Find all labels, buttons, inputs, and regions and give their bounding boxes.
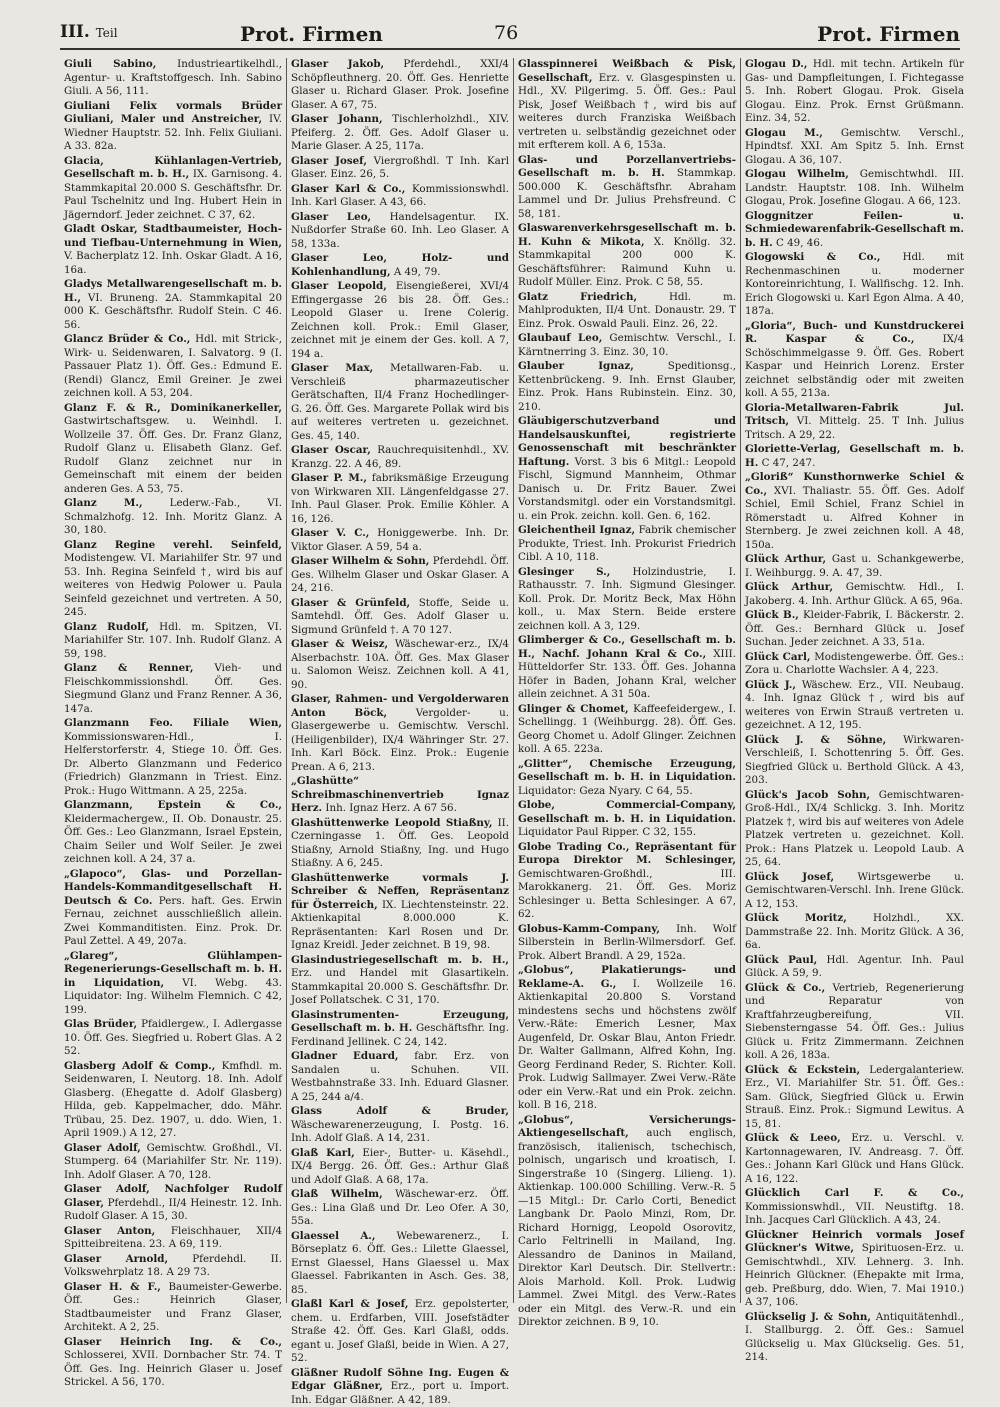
directory-entry [745, 954, 964, 981]
firm-name: Glaß Karl, [291, 1147, 355, 1159]
firm-name: Glaser & Weisz, [291, 638, 388, 650]
directory-entry [518, 566, 736, 634]
firm-details: Schlosserei, XVII. Dornbacher Str. 74. T Öff. Ges. Ing. Heinrich Glaser u. Josef Strickel. A 56, 170. [64, 1349, 282, 1388]
directory-entry [291, 872, 509, 953]
directory-entry [518, 799, 736, 840]
column-2 [287, 58, 514, 1303]
firm-name: Glanzmann Feo. Filiale Wien, [64, 717, 282, 729]
directory-entry [64, 1060, 282, 1141]
directory-entry [745, 982, 964, 1063]
firm-name: Glaser Johann, [291, 113, 383, 125]
firm-details: VI. Mittelg. 25. T Inh. Julius Tritsch. A 29, 22. [745, 415, 964, 441]
firm-details: fabriksmäßige Erzeugung von Wirkwaren XII. Längenfeldgasse 27. Inh. Paul Glaser. Prok. Emilie Köhler. A 16, 126. [291, 472, 509, 525]
firm-details: Baumeister-Gewerbe. Öff. Ges.: Heinrich Glaser, Stadtbaumeister und Franz Glaser, Architekt. A 2, 25. [64, 1281, 282, 1334]
firm-details: Liquidator: Geza Nyary. C 64, 55. [518, 785, 693, 797]
directory-entry [518, 964, 736, 1113]
firm-name: Glück Paul, [745, 954, 817, 966]
firm-name: Glanz Rudolf, [64, 621, 149, 633]
header-title-left: Prot. Firmen [240, 22, 383, 46]
directory-entry [64, 1336, 282, 1390]
page-header [60, 22, 960, 50]
firm-details: Erz. und Handel mit Glasartikeln. Stammkapital 20.000 S. Geschäftsfhr. Dr. Josef Pollatschek. C 31, 170. [291, 967, 509, 1006]
part-number: III. [60, 22, 90, 42]
firm-name: Glaser Max, [291, 362, 373, 374]
firm-details: Modistengew. VI. Mariahilfer Str. 97 und 53. Inh. Regina Seinfeld †, wird bis auf weiteres von Hedwig Polower u. Paula Seinfeld gezeichnet und vertreten. A 50, 245. [64, 552, 282, 618]
directory-entry [291, 472, 509, 526]
directory-entry [291, 280, 509, 361]
directory-entry [745, 471, 964, 552]
firm-name: Glaß Wilhelm, [291, 1188, 383, 1200]
firm-details: I. Wollzeile 16. Aktienkapital 20.800 S. Vorstand mindestens sechs und höchstens zwölf Verw.-Räte: Emerich Lesner, Max Augenfeld, Dr. Oskar Blau, Anton Friedr. Dr. Walter Gallmann, Alfred Kohn, Ing. Georg Ferdinand Reder, S. Richter. Koll. Prok. Ludwig Sallmayer. Zwei Verw.-Räte oder ein Verw.-Rat und ein Prok. zeichn. koll. B 16, 218. [518, 978, 736, 1112]
firm-name: Glaessel A., [291, 1230, 375, 1242]
firm-details: Kommissionswaren-Hdl., I. Helferstorferstr. 4, Stiege 10. Öff. Ges. Dr. Alberto Glanzmann und Federico (Friedrich) Glanzmann in Triest. Einz. Prok.: Hugo Wittmann. A 25, 225a. [64, 731, 282, 797]
directory-entry [745, 1229, 964, 1310]
firm-name: Glück & Leeo, [745, 1132, 841, 1144]
firm-name: Glück & Co., [745, 982, 825, 994]
directory-entry [518, 524, 736, 565]
directory-entry [518, 222, 736, 290]
firm-name: Gloggnitzer Feilen- u. Schmiedewarenfabrik-Gesellschaft m. b. H. [745, 210, 964, 249]
directory-entry [64, 333, 282, 401]
firm-details: Gemischtwaren-Großhdl., III. Marokkanerg. 21. Öff. Ges. Moriz Schlesinger u. Betta Schlesinger. A 67, 62. [518, 868, 736, 921]
directory-entry [64, 1225, 282, 1252]
firm-details: Gast u. Schankgewerbe, I. Weihburgg. 9. A. 47, 39. [745, 553, 964, 579]
firm-details: Stoffe, Seide u. Samtehdl. Öff. Ges. Adolf Glaser u. Sigmund Grünfeld †. A 70 127. [291, 597, 509, 636]
firm-name: Globe Trading Co., Repräsentant für Europa Direktor M. Schlesinger, [518, 841, 736, 867]
firm-name: Glas- und Porzellanvertriebs-Gesellschaft m. b. H. [518, 154, 736, 180]
firm-details: Holzhdl., XX. Dammstraße 22. Inh. Moritz Glück. A 36, 6a. [745, 912, 964, 951]
directory-entry [291, 1147, 509, 1188]
firm-name: Glaser Leopold, [291, 280, 387, 292]
firm-details: Tischlerholzhdl., XIV. Pfeiferg. 2. Öff. Ges. Adolf Glaser u. Marie Glaser. A 25, 117a. [291, 113, 509, 152]
firm-name: Glogowski & Co., [745, 251, 880, 263]
firm-details: Erz. v. Glasgespinsten u. Hdl., XV. Pilgerimg. 5. Öff. Ges.: Paul Pisk, Josef Weißbach †, wird bis auf weiteres durch Franziska Weißbach vertreten u. selbständig gezeichnet oder mit erfterem koll. A 6, 153a. [518, 72, 736, 152]
directory-entry [64, 100, 282, 154]
firm-details: V. Bacherplatz 12. Inh. Oskar Gladt. A 16, 16a. [64, 250, 282, 276]
firm-name: Glaßl Karl & Josef, [291, 1298, 408, 1310]
directory-entry [291, 113, 509, 154]
firm-details: Rauchrequisitenhdl., XV. Kranzg. 22. A 46, 89. [291, 444, 509, 470]
firm-details: Liquidator Paul Ripper. C 32, 155. [518, 826, 696, 838]
directory-entry [291, 444, 509, 471]
part-label [60, 22, 118, 42]
directory-entry [518, 841, 736, 922]
firm-name: Gleichentheil Ignaz, [518, 524, 635, 536]
firm-name: Glashüttenwerke Leopold Stiaßny, [291, 817, 493, 829]
directory-entry [291, 527, 509, 554]
firm-details: auch englisch, französisch, italienisch, tschechisch, polnisch, ungarisch und kroatisch, I. Singerstraße 10 (Singerg. Lilieng. 1). Aktienkap. 100.000 Schilling. Verw.-R. 5—15 Mitgl.: Dr. Carlo Corti, Benedict Langbank Dr. Paolo Minzi, Rom, Dr. Richard Hornigg, Leopold Osorovitz, Carlo Feltrinelli in Mailand, Ing. Alessandro de Daninos in Mailand, Direktor Karl Deutsch. Dir. Stellvertr.: Alois Marhold. Koll. Prok. Ludwig Lammel. Zwei Mitgl. des Verw.-Rates oder ein Mitgl. des Verw.-R. und ein Direktor zeichnen. B 9, 10. [518, 1127, 736, 1328]
firm-name: Glanz Regine verehl. Seinfeld, [64, 539, 282, 551]
firm-name: Glaser H. & F., [64, 1281, 161, 1293]
directory-entry [518, 634, 736, 702]
firm-name: Glück's Jacob Sohn, [745, 789, 870, 801]
firm-details: XVI. Thaliastr. 55. Öff. Ges. Adolf Schiel, Emil Schiel, Franz Schiel in Römerstadt u. Alfred Kohner in Sternberg. Je zwei zeichnen koll. A 48, 150a. [745, 485, 964, 551]
directory-entry [291, 638, 509, 692]
firm-details: Pferdehdl., II/4 Heinestr. 12. Inh. Rudolf Glaser. A 15, 30. [64, 1197, 282, 1223]
header-title-right: Prot. Firmen [817, 22, 960, 46]
firm-details: Wäschew. Erz., VII. Neubaug. 4. Inh. Ignaz Glück †, wird bis auf weiteres von Erwin Strauß vertreten u. gezeichnet. A 12, 195. [745, 679, 964, 732]
firm-name: Gladys Metallwarengesellschaft m. b. H., [64, 278, 282, 304]
firm-details: Hdl. mit techn. Artikeln für Gas- und Dampfleitungen, I. Fichtegasse 5. Inh. Robert Glogau. Prok. Gisela Glogau. Einz. Prok. Ernst Grüßmann. Einz. 34, 52. [745, 58, 964, 124]
firm-name: Glogau M., [745, 127, 823, 139]
firm-details: Erz. gepolsterter, chem. u. Erdfarben, VIII. Josefstädter Straße 42. Öff. Ges. Karl Glaßl, odds. egant u. Josef Glaßl, beide in Wien. A 27, 52. [291, 1298, 509, 1364]
directory-entry [745, 251, 964, 319]
directory-entry [64, 868, 282, 949]
firm-details: Spirituosen-Erz. u. Gemischtwhdl., XIV. Lehnerg. 3. Inh. Heinrich Glückner. (Ehepakte mit Irma, geb. Preßburg, ddo. Wien, 7. Mai 1910.) A 37, 106. [745, 1242, 964, 1308]
firm-details: Metallwaren-Fab. u. Verschleiß pharmazeutischer Gerätschaften, II/4 Franz Hochedlinger-G. 26. Öff. Ges. Margarete Pollak wird bis auf weiteres vertreten u. gezeichnet. Ges. 45, 140. [291, 362, 509, 442]
directory-entry [291, 1009, 509, 1050]
firm-name: Glück & Eckstein, [745, 1064, 860, 1076]
firm-details: Vertrieb, Regenerierung und Reparatur von Kraftfahrzeugbereifung, VII. Siebensterngasse 54. Öff. Ges.: Julius Glück u. Fritz Zimmermann. Zeichnen koll. A 26, 183a. [745, 982, 964, 1062]
firm-details: Wirtsgewerbe u. Gemischtwaren-Verschl. Inh. Irene Glück. A 12, 153. [745, 871, 964, 910]
firm-details: XIII. Hütteldorfer Str. 133. Öff. Ges. Johanna Höfer in Baden, Johann Kral, welcher allein zeichnet. A 31 50a. [518, 648, 736, 701]
firm-name: Glasberg Adolf & Comp., [64, 1060, 215, 1072]
firm-name: Glaser Karl & Co., [291, 183, 405, 195]
firm-details: IX. Garnisong. 4. Stammkapital 20.000 S. Geschäftsfhr. Dr. Paul Tschelnitz und Ing. Hubert Hein in Jägerndorf. Jeder zeichnet. C 37, 62. [64, 168, 282, 221]
firm-details: Erz., port u. Import. Inh. Edgar Gläßner. A 42, 189. [291, 1380, 509, 1406]
firm-details: Eier-, Butter- u. Käsehdl., IX/4 Bergg. 26. Öff. Ges.: Arthur Glaß und Adolf Glaß. A 68, 17a. [291, 1147, 509, 1186]
firm-details: A 49, 79. [394, 266, 441, 278]
directory-entry [64, 1142, 282, 1183]
directory-entry [745, 320, 964, 401]
firm-details: Hdl. Agentur. Inh. Paul Glück. A 59, 9. [745, 954, 964, 980]
directory-entry [745, 443, 964, 470]
firm-details: Vieh- und Fleischkommissionshdl. Öff. Ges. Siegmund Glanz und Franz Renner. A 36, 147a. [64, 662, 282, 715]
firm-name: Glass Adolf & Bruder, [291, 1105, 509, 1117]
firm-name: Glaser Josef, [291, 155, 367, 167]
firm-details: Webewarenerz., I. Börseplatz 6. Öff. Ges.: Lilette Glaessel, Ernst Glaessel, Hans Glaessel u. Max Glaessel. Fabrikanten in Asch. Ges. 38, 85. [291, 1230, 509, 1296]
firm-details: VI. Bruneng. 2A. Stammkapital 20 000 K. Geschäftsfhr. Rudolf Stein. C 46. 56. [64, 292, 282, 331]
column-4 [741, 58, 968, 1303]
firm-name: Glimberger & Co., Gesellschaft m. b. H., Nachf. Johann Kral & Co., [518, 634, 736, 660]
directory-entry [64, 539, 282, 620]
directory-entry [745, 679, 964, 733]
directory-entry [745, 58, 964, 126]
firm-name: Glasindustriegesellschaft m. b. H., [291, 954, 509, 966]
firm-name: „Gloria“, Buch- und Kunstdruckerei R. Kaspar & Co., [745, 320, 964, 346]
firm-details: Ledergalanteriew. Erz., VI. Mariahilfer Str. 51. Öff. Ges.: Sam. Glück, Siegfried Glück u. Erwin Strauß. Einz. Prok.: Sigmund Lewitus. A 15, 81. [745, 1064, 964, 1130]
firm-details: Antiquitätenhdl., I. Stallburgg. 2. Öff. Ges.: Samuel Glückselig u. Max Glückselig. Ges. 51, 214. [745, 1311, 964, 1364]
firm-name: Glücklich Carl F. & Co., [745, 1187, 964, 1199]
directory-entry [64, 223, 282, 277]
firm-name: Glogau Wilhelm, [745, 168, 849, 180]
firm-details: Gemischtwaren-Groß-Hdl., IX/4 Schlickg. 3. Inh. Moritz Platzek †, wird bis auf weiteres von Adele Platzek vertreten u. gezeichnet. Koll. Prok.: Hans Platzek u. Leopold Laub. A 25, 64. [745, 789, 964, 869]
firm-name: Glückselig J. & Sohn, [745, 1311, 871, 1323]
firm-name: Glaser Jakob, [291, 58, 384, 70]
firm-details: Kleider-Fabrik, I. Bäckerstr. 2. Öff. Ges.: Bernhard Glück u. Josef Suchan. Jeder zeichnet. A 33, 51a. [745, 609, 964, 648]
firm-details: Gemischtw. Großhdl., VI. Stumperg. 64 (Mariahilfer Str. Nr. 119). Inh. Adolf Glaser. A 70, 128. [64, 1142, 282, 1181]
firm-name: Glaser, Rahmen- und Vergolderwaren Anton Böck, [291, 693, 509, 719]
firm-details: Pers. haft. Ges. Erwin Fernau, zeichnet ausschließlich allein. Zwei Kommanditisten. Einz. Prok. Dr. Paul Zettel. A 49, 207a. [64, 895, 282, 948]
firm-name: Glaser Leo, Holz- und Kohlenhandlung, [291, 252, 509, 278]
firm-details: Vorst. 3 bis 6 Mitgl.: Leopold Fischl, Sigmund Mannheim, Othmar Danisch u. Dr. Fritz Bauer. Zwei Vorstandsmitgl. oder ein Vorstandsmitgl. u. ein Prok. zeichn. koll. Gen. 6, 162. [518, 456, 736, 522]
firm-details: Pferdehdl., XXI/4 Schöpfleuthnerg. 20. Öff. Ges. Henriette Glaser u. Richard Glaser. Prok. Josefine Glaser. A 67, 75. [291, 58, 509, 111]
firm-name: Gläßner Rudolf Söhne Ing. Eugen & Edgar Gläßner, [291, 1367, 509, 1393]
directory-entry [291, 1050, 509, 1104]
firm-name: „Glashütte“ Schreibmaschinenvertrieb Ignaz Herz. [291, 775, 509, 814]
directory-entry [64, 1281, 282, 1335]
firm-name: „Glareg“, Glühlampen-Regenerierungs-Gesellschaft m. b. H. in Liquidation, [64, 950, 282, 989]
firm-name: Glesinger S., [518, 566, 610, 578]
firm-name: Glaser Wilhelm & Sohn, [291, 555, 429, 567]
firm-details: Gemischtwhdl. III. Landstr. Hauptstr. 108. Inh. Wilhelm Glogau, Prok. Josefine Glogau. A 66, 123. [745, 168, 964, 207]
firm-name: „Glapoco“, Glas- und Porzellan-Handels-Kommanditgesellschaft H. Deutsch & Co. [64, 868, 282, 907]
directory-entry [291, 211, 509, 252]
directory-entry [518, 332, 736, 359]
firm-name: Glück B., [745, 609, 799, 621]
firm-details: Viergroßhdl. T Inh. Karl Glaser. Einz. 26, 5. [291, 155, 509, 181]
directory-entry [291, 1367, 509, 1407]
directory-entry [291, 1105, 509, 1146]
firm-details: Industrieartikelhdl., Agentur- u. Kraftstoffgesch. Inh. Sabino Giuli. A 56, 111. [64, 58, 282, 97]
directory-entry [64, 621, 282, 662]
directory-entry [291, 954, 509, 1008]
firm-name: Glaser Leo, [291, 211, 371, 223]
firm-details: Holzindustrie, I. Rathausstr. 7. Inh. Sigmund Glesinger. Koll. Prok. Dr. Moritz Beck, Max Höhn koll., u. Max Stern. Beide erstere zeichnen koll. A 3, 129. [518, 566, 736, 632]
directory-entry [745, 1311, 964, 1365]
firm-name: Glaser & Grünfeld, [291, 597, 410, 609]
firm-name: Glück Josef, [745, 871, 834, 883]
directory-entry [745, 1187, 964, 1228]
firm-details: Pfaidlergew., I. Adlergasse 10. Öff. Ges. Siegfried u. Robert Glas. A 2 52. [64, 1018, 282, 1057]
firm-name: Glogau D., [745, 58, 807, 70]
directory-entry [291, 58, 509, 112]
firm-name: Gloria-Metallwaren-Fabrik Jul. Tritsch, [745, 402, 964, 428]
firm-details: Pferdehdl. II. Volkswehrplatz 18. A 29 73. [64, 1253, 282, 1279]
firm-details: Wäschewarenerzeugung, I. Postg. 16. Inh. Adolf Glaß. A 14, 231. [291, 1119, 509, 1145]
firm-name: Glück Moritz, [745, 912, 847, 924]
part-word: Teil [96, 26, 118, 40]
firm-name: Glanz F. & R., Dominikanerkeller, [64, 402, 282, 414]
directory-entry [745, 651, 964, 678]
firm-name: Glinger & Chomet, [518, 703, 629, 715]
firm-name: Glück Carl, [745, 651, 810, 663]
directory-entry [291, 1188, 509, 1229]
directory-entry [291, 1298, 509, 1366]
firm-name: Glasinstrumenten- Erzeugung, Gesellschaft m. b. H. [291, 1009, 509, 1035]
firm-details: Kaffeefeidergew., I. Schellingg. 1 (Weihburgg. 28). Öff. Ges. Georg Chomet u. Adolf Glinger. Zeichnen koll. A 65. 223a. [518, 703, 736, 756]
directory-entry [291, 1230, 509, 1298]
columns-container [60, 58, 970, 1303]
firm-name: Glück Arthur, [745, 553, 826, 565]
directory-entry [291, 183, 509, 210]
firm-name: Glück Arthur, [745, 581, 833, 593]
directory-entry [64, 278, 282, 332]
firm-details: Kommissionswhdl. Inh. Karl Glaser. A 43, 66. [291, 183, 509, 209]
directory-entry [64, 799, 282, 867]
directory-entry [745, 402, 964, 443]
directory-entry [291, 555, 509, 596]
directory-entry [518, 154, 736, 222]
directory-entry [518, 360, 736, 414]
firm-name: Gladner Eduard, [291, 1050, 398, 1062]
firm-details: Wäschewar-erz., IX/4 Alserbachstr. 10A. Öff. Ges. Max Glaser u. Salomon Weisz. Zeichnen koll. A 41, 90. [291, 638, 509, 691]
directory-entry [518, 703, 736, 757]
directory-entry [745, 581, 964, 608]
firm-name: Glaser P. M., [291, 472, 367, 484]
firm-name: Glancz Brüder & Co., [64, 333, 190, 345]
firm-details: Honiggewerbe. Inh. Dr. Viktor Glaser. A 59, 54 a. [291, 527, 509, 553]
firm-details: Vergolder- u. Glasergewerbe u. Gemischtw. Verschl. (Heiligenbilder), IX/4 Währinger Str. 27. Inh. Karl Böck. Einz. Prok.: Eugenie Prean. A 6, 213. [291, 707, 509, 773]
firm-name: Glaser Adolf, [64, 1142, 141, 1154]
firm-name: Gloriette-Verlag, Gesellschaft m. b. H. [745, 443, 964, 469]
firm-details: Wirkwaren-Verschleiß, I. Schottenring 5. Öff. Ges. Siegfried Glück u. Berthold Glück. A 43, 203. [745, 734, 964, 787]
firm-details: Geschäftsfhr. Ing. Ferdinand Jellinek. C 24, 142. [291, 1022, 509, 1048]
firm-details: Modistengewerbe. Öff. Ges.: Zora u. Charlotte Wachsler. A 4, 223. [745, 651, 964, 677]
firm-details: II. Czerningasse 1. Öff. Ges. Leopold Stiaßny, Arnold Stiaßny, Ing. und Hugo Stiaßny. A 6, 245. [291, 817, 509, 870]
firm-name: Globus-Kamm-Company, [518, 923, 660, 935]
directory-entry [518, 291, 736, 332]
firm-details: IX/4 Schöschimmelgasse 9. Öff. Ges. Robert Kaspar und Heinrich Lorenz. Erster zeichnet selbständig oder mit zweiten koll. A 55, 213a. [745, 333, 964, 399]
directory-entry [64, 155, 282, 223]
directory-entry [64, 717, 282, 798]
firm-details: Gastwirtschaftsgew. u. Weinhdl. I. Wollzeile 37. Öff. Ges. Dr. Franz Glanz, Rudolf Glanz u. Elisabeth Glanz. Gef. Rudolf Glanz zeichnet nur in Gemeinschaft mit einem der beiden anderen Ges. A 53, 75. [64, 415, 282, 495]
firm-details: C 49, 46. [776, 237, 823, 249]
column-3 [514, 58, 741, 1303]
firm-details: Pferdehdl. Öff. Ges. Wilhelm Glaser und Oskar Glaser. A 24, 216. [291, 555, 509, 594]
firm-name: Glaser Anton, [64, 1225, 155, 1237]
firm-name: Glatz Friedrich, [518, 291, 637, 303]
directory-entry [64, 497, 282, 538]
firm-name: Glaubauf Leo, [518, 332, 602, 344]
firm-details: Erz. u. Verschl. v. Kartonnagewaren, IV. Andreasg. 7. Öff. Ges.: Johann Karl Glück und Hans Glück. A 16, 122. [745, 1132, 964, 1185]
directory-entry [64, 1183, 282, 1224]
firm-name: Glück J., [745, 679, 796, 691]
firm-name: „Gloriß“ Kunsthornwerke Schiel & Co., [745, 471, 964, 497]
firm-details: Inh. Wolf Silberstein in Berlin-Wilmersdorf. Gef. Prok. Albert Brandl. A 29, 152a. [518, 923, 736, 962]
firm-details: Hdl. mit Strick-, Wirk- u. Seidenwaren, I. Salvatorg. 9 (I. Passauer Platz 1). Öff. Ges.: Edmund E. (Rendi) Glancz, Emil Greiner. Je zwei zeichnen koll. A 53, 204. [64, 333, 282, 399]
directory-entry [64, 402, 282, 497]
firm-name: Glacia, Kühlanlagen-Vertrieb, Gesellschaft m. b. H., [64, 155, 282, 181]
firm-details: C 47, 247. [762, 457, 816, 469]
directory-entry [745, 734, 964, 788]
firm-details: Hdl. m. Mahlprodukten, II/4 Unt. Donaustr. 29. T Einz. Prok. Oswald Pauli. Einz. 26, 22. [518, 291, 736, 330]
directory-entry [291, 362, 509, 443]
directory-entry [291, 693, 509, 774]
firm-details: Kommissionswhdl., VII. Neustiftg. 18. Inh. Jacques Carl Glücklich. A 43, 24. [745, 1201, 964, 1227]
firm-details: fabr. Erz. von Sandalen u. Schuhen. VII. Westbahnstraße 33. Inh. Eduard Glasner. A 25, 244 a/4. [291, 1050, 509, 1103]
firm-details: Fleischhauer, XII/4 Spitteibreitena. 23. A 69, 119. [64, 1225, 282, 1251]
firm-name: Gläubigerschutzverband und Handelsauskunftei, registrierte Genossenschaft mit beschränkter Haftung. [518, 415, 736, 468]
directory-entry [745, 210, 964, 251]
directory-entry [745, 168, 964, 209]
firm-details: Inh. Ignaz Herz. A 67 56. [325, 802, 456, 814]
firm-name: Giuliani Felix vormals Brüder Giuliani, Maler und Anstreicher, [64, 100, 282, 126]
directory-entry [518, 1114, 736, 1330]
firm-name: Glaser V. C., [291, 527, 369, 539]
firm-details: Kleidermachergew., II. Ob. Donaustr. 25. Öff. Ges.: Leo Glanzmann, Israel Epstein, Chaim Seiler und Wolf Seiler. Je zwei zeichnen koll. A 24, 37 a. [64, 813, 282, 866]
firm-details: VI. Webg. 43. Liquidator: Ing. Wilhelm Flemnich. C 42, 199. [64, 977, 282, 1016]
firm-name: Giuli Sabino, [64, 58, 156, 70]
directory-entry [291, 155, 509, 182]
firm-name: Glanz & Renner, [64, 662, 193, 674]
page-number: 76 [494, 22, 518, 44]
firm-details: Eisengießerei, XVI/4 Effingergasse 26 bis 28. Öff. Ges.: Leopold Glaser u. Irene Colerig. Zeichnen koll. Prok.: Emil Glaser, zeichnet mit je einem der Ges. koll. A 7, 194 a. [291, 280, 509, 360]
firm-name: Glück J. & Söhne, [745, 734, 886, 746]
firm-name: Glauber Ignaz, [518, 360, 634, 372]
column-1 [60, 58, 287, 1303]
firm-details: Gemischtw. Verschl., I. Kärntnerring 3. Einz. 30, 10. [518, 332, 736, 358]
directory-entry [291, 775, 509, 816]
header-rule [60, 48, 960, 50]
directory-entry [64, 1253, 282, 1280]
firm-details: Handelsagentur. IX. Nußdorfer Straße 60. Inh. Leo Glaser. A 58, 133a. [291, 211, 509, 250]
directory-entry [745, 912, 964, 953]
firm-name: Glaser Arnold, [64, 1253, 168, 1265]
directory-entry [745, 1064, 964, 1132]
directory-entry [291, 817, 509, 871]
firm-details: Wäschewar-erz. Öff. Ges.: Lina Glaß und Dr. Leo Ofer. A 30, 55a. [291, 1188, 509, 1227]
firm-details: IX. Liechtensteinstr. 22. Aktienkapital 8.000.000 K. Repräsentanten: Karl Rosen und Dr. Ignaz Kreidl. Jeder zeichnet. B 19, 98. [291, 899, 509, 952]
firm-name: Glasspinnerei Weißbach & Pisk, Gesellschaft, [518, 58, 736, 84]
firm-details: Stammkap. 500.000 K. Geschäftsfhr. Abraham Lammel und Dr. Julius Prehsfreund. C 58, 181. [518, 167, 736, 220]
directory-entry [518, 415, 736, 523]
firm-details: Lederw.-Fab., VI. Schmalzhofg. 12. Inh. Moritz Glanz. A 30, 180. [64, 497, 282, 536]
firm-name: Glas Brüder, [64, 1018, 137, 1030]
directory-entry [64, 58, 282, 99]
firm-name: Glanz M., [64, 497, 143, 509]
directory-entry [64, 1018, 282, 1059]
firm-details: Gemischtw. Verschl., Hpindtsf. XXI. Am Spitz 5. Inh. Ernst Glogau. A 36, 107. [745, 127, 964, 166]
directory-entry [291, 252, 509, 279]
directory-entry [518, 58, 736, 153]
firm-name: Glaswarenverkehrsgesellschaft m. b. H. Kuhn & Mikota, [518, 222, 736, 248]
firm-name: „Glitter“, Chemische Erzeugung, Gesellschaft m. b. H. in Liquidation. [518, 758, 736, 784]
firm-details: X. Knöllg. 32. Stammkapital 200 000 K. Geschäftsführer: Raimund Kuhn u. Rudolf Müller. Einz. Prok. C 58, 55. [518, 236, 736, 289]
firm-name: „Globus“, Versicherungs-Aktiengesellschaft, [518, 1114, 736, 1140]
directory-entry [64, 950, 282, 1018]
directory-entry [745, 1132, 964, 1186]
firm-details: Speditionsg., Kettenbrückeng. 9. Inh. Ernst Glauber, Einz. Prok. Hans Rubinstein. Einz. 30, 210. [518, 360, 736, 413]
firm-name: Gladt Oskar, Stadtbaumeister, Hoch- und Tiefbau-Unternehmung in Wien, [64, 223, 282, 249]
firm-name: „Globus“, Plakatierungs- und Reklame-A. G., [518, 964, 736, 990]
firm-details: IV. Wiedner Hauptstr. 52. Inh. Felix Giuliani. A 33. 82a. [64, 113, 282, 152]
firm-details: Hdl. m. Spitzen, VI. Mariahilfer Str. 107. Inh. Rudolf Glanz. A 59, 198. [64, 621, 282, 660]
directory-entry [64, 662, 282, 716]
directory-entry [745, 553, 964, 580]
firm-name: Glaser Heinrich Ing. & Co., [64, 1336, 282, 1348]
firm-name: Glaser Adolf, Nachfolger Rudolf Glaser, [64, 1183, 282, 1209]
directory-entry [745, 789, 964, 870]
directory-entry [745, 127, 964, 168]
firm-details: Kmfhdl. m. Seidenwaren, I. Neutorg. 18. Inh. Adolf Glasberg. (Ehegatte d. Adolf Glasberg) Hilda, geb. Kappelmacher, ddo. Mähr. Trübau, 25. Dez. 1907, u. ddo. Wien, 1. April 1909.) A 12, 27. [64, 1060, 282, 1140]
directory-entry [518, 923, 736, 964]
firm-name: Glanzmann, Epstein & Co., [64, 799, 282, 811]
firm-details: Hdl. mit Rechenmaschinen u. moderner Kontoreinrichtung, I. Wallfischg. 12. Inh. Erich Glogowski u. Karl Egon Alma. A 40, 187a. [745, 251, 964, 317]
firm-details: Fabrik chemischer Produkte, Triest. Inh. Prokurist Friedrich Cibl. A 10, 118. [518, 524, 736, 563]
directory-entry [291, 597, 509, 638]
firm-name: Glashüttenwerke vormals J. Schreiber & Neffen, Repräsentanz für Österreich, [291, 872, 509, 911]
directory-entry [745, 871, 964, 912]
directory-entry [745, 609, 964, 650]
firm-name: Glückner Heinrich vormals Josef Glückner's Witwe, [745, 1229, 964, 1255]
directory-entry [518, 758, 736, 799]
firm-details: Gemischtw. Hdl., I. Jakoberg. 4. Inh. Arthur Glück. A 65, 96a. [745, 581, 964, 607]
firm-name: Glaser Oscar, [291, 444, 371, 456]
firm-name: Globe, Commercial-Company, Gesellschaft m. b. H. in Liquidation. [518, 799, 736, 825]
